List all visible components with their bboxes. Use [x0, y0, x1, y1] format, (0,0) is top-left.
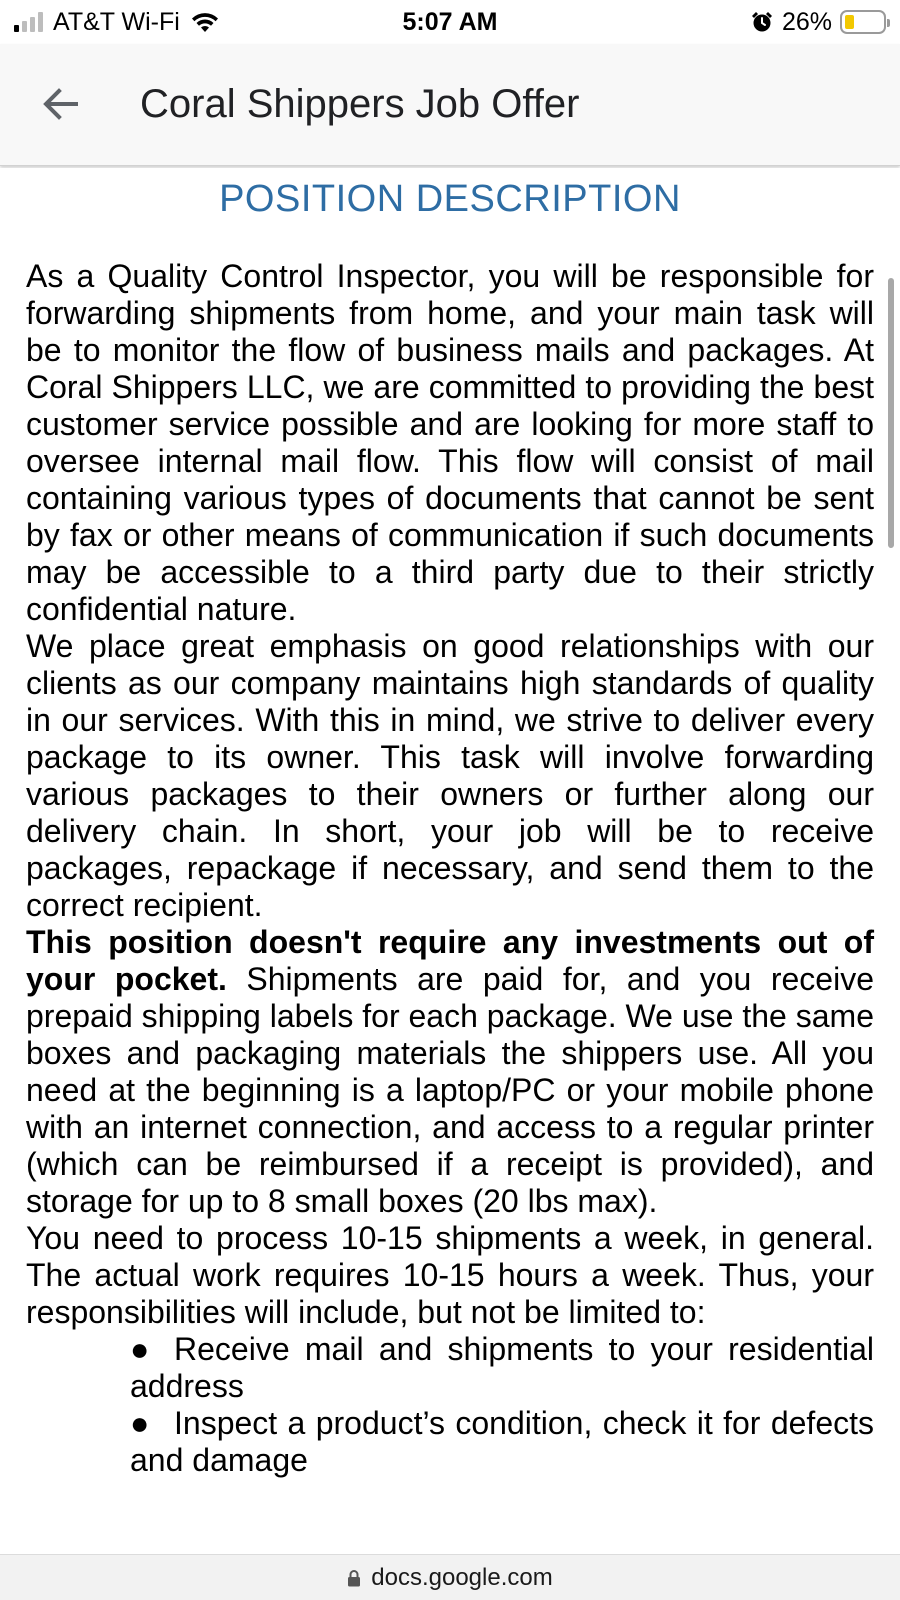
page-title: Coral Shippers Job Offer [140, 82, 580, 126]
battery-fill [845, 15, 854, 29]
investment-text: Shipments are paid for, and you receive prepaid shipping labels for each package. We use the same boxes and packaging materials the shippers use. All you need at the beginning is a laptop/PC or your mobile phone with an internet connection, and access to a regular printer (which can be reimbursed if a receipt is provided), and storage for up to 8 small boxes (20 lbs max). [26, 961, 875, 1219]
list-item: ● Receive mail and shipments to your residential address [130, 1331, 874, 1404]
status-time: 5:07 AM [402, 8, 498, 36]
status-bar [0, 0, 900, 44]
document-heading: POSITION DESCRIPTION [219, 178, 681, 220]
bullet-icon: ● [130, 1405, 150, 1441]
alarm-clock-icon [750, 10, 774, 34]
back-button[interactable] [36, 80, 84, 128]
investment-bold-text: This position doesn't require any investments out of your pocket. [26, 924, 874, 997]
url-bar[interactable] [0, 1554, 900, 1600]
paragraph-investment [26, 924, 874, 1220]
paragraph-workload: You need to process 10-15 shipments a week, in general. The actual work requires 10-15 hours a week. Thus, your responsibilities will include, but not be limited to: [26, 1220, 874, 1330]
responsibilities-list [130, 1331, 874, 1479]
battery-icon [840, 10, 886, 34]
status-right [750, 8, 886, 36]
lock-icon [347, 1569, 361, 1587]
scrollbar[interactable] [888, 278, 894, 548]
app-header [0, 44, 900, 166]
carrier-label: AT&T Wi-Fi [53, 7, 180, 36]
arrow-left-icon [40, 84, 80, 124]
url-text: docs.google.com [371, 1563, 553, 1591]
bullet-icon: ● [130, 1331, 150, 1367]
paragraph-relationships: We place great emphasis on good relationships with our clients as our company maintains high standards of quality in our services. With this in mind, we strive to deliver every package to its owner. This task will involve forwarding various packages to their owners or further along our delivery chain. In short, your job will be to receive packages, repackage if necessary, and send them to the correct recipient. [26, 628, 874, 923]
battery-percent: 26% [781, 7, 832, 36]
document-viewer[interactable] [0, 168, 900, 1554]
document-body [26, 258, 874, 1479]
paragraph-role: As a Quality Control Inspector, you will be responsible for forwarding shipments from home, and your main task will be to monitor the flow of business mails and packages. At Coral Shippers LLC, we are committed to providing the best customer service possible and are looking for more staff to oversee internal mail flow. This flow will consist of mail containing various types of documents that cannot be sent by fax or other means of communication if such documents may be accessible to a third party due to their strictly confidential nature. [26, 258, 874, 627]
list-item: ● Inspect a product’s condition, check it for defects and damage [130, 1405, 874, 1478]
